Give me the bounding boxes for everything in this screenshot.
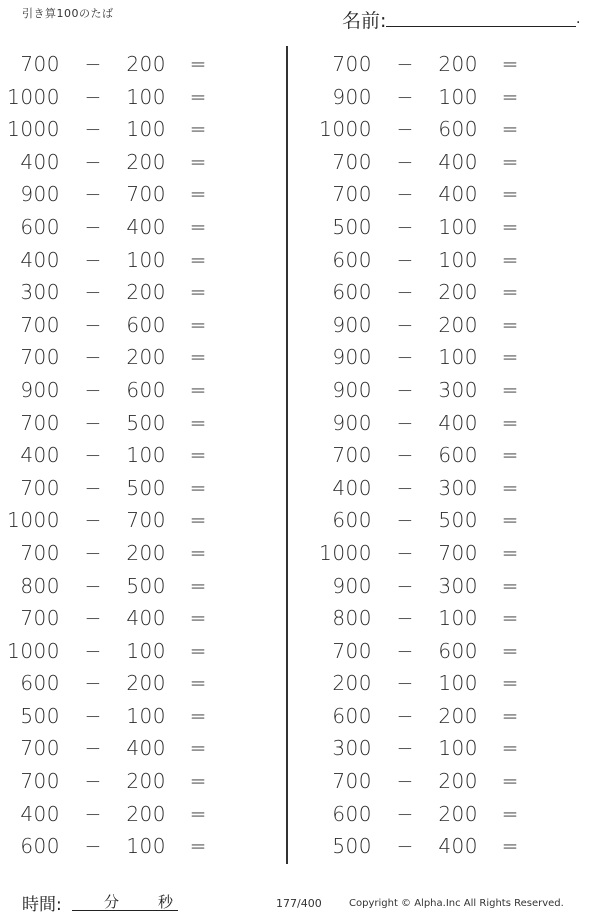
minus-sign: − <box>84 84 102 109</box>
equals-sign: = <box>501 377 519 402</box>
subtrahend: 200 <box>438 769 478 794</box>
minuend: 400 <box>20 801 60 826</box>
equals-sign: = <box>501 801 519 826</box>
subtrahend: 200 <box>438 801 478 826</box>
equals-sign: = <box>189 117 207 142</box>
subtrahend: 200 <box>126 671 166 696</box>
minuend: 700 <box>332 149 372 174</box>
problem-row <box>0 537 270 570</box>
time-label: 時間: <box>22 895 62 915</box>
subtrahend: 700 <box>438 540 478 565</box>
problem-row <box>312 48 582 81</box>
equals-sign: = <box>189 52 207 76</box>
minus-sign: − <box>396 182 414 207</box>
problem-row <box>0 570 270 603</box>
problem-row <box>0 244 270 277</box>
seconds-label: 秒 <box>158 893 174 911</box>
problem-row <box>312 309 582 342</box>
subtrahend: 500 <box>438 508 478 533</box>
minus-sign: − <box>84 671 102 696</box>
minus-sign: − <box>396 703 414 728</box>
minuend: 500 <box>332 834 372 859</box>
minuend: 800 <box>332 606 372 631</box>
subtrahend: 200 <box>438 312 478 337</box>
equals-sign: = <box>189 508 207 533</box>
subtrahend: 600 <box>438 117 478 142</box>
problem-row <box>312 276 582 309</box>
name-blank-line[interactable] <box>386 26 576 27</box>
equals-sign: = <box>189 834 207 859</box>
minuend: 1000 <box>7 508 60 533</box>
minuend: 1000 <box>319 117 372 142</box>
problem-row <box>0 211 270 244</box>
problem-row <box>312 439 582 472</box>
equals-sign: = <box>501 117 519 142</box>
subtrahend: 600 <box>126 312 166 337</box>
subtrahend: 100 <box>126 247 166 272</box>
equals-sign: = <box>501 247 519 272</box>
minuend: 800 <box>20 573 60 598</box>
equals-sign: = <box>189 540 207 565</box>
minus-sign: − <box>84 834 102 859</box>
minuend: 700 <box>20 345 60 370</box>
minuend: 400 <box>20 149 60 174</box>
equals-sign: = <box>189 769 207 794</box>
equals-sign: = <box>189 443 207 468</box>
right-problem-column <box>312 48 582 863</box>
equals-sign: = <box>189 149 207 174</box>
minuend: 700 <box>332 769 372 794</box>
minus-sign: − <box>396 312 414 337</box>
minuend: 900 <box>332 84 372 109</box>
subtrahend: 400 <box>126 214 166 239</box>
equals-sign: = <box>501 182 519 207</box>
equals-sign: = <box>189 410 207 435</box>
minus-sign: − <box>396 540 414 565</box>
minus-sign: − <box>396 573 414 598</box>
minus-sign: − <box>396 769 414 794</box>
copyright-notice: Copyright © Alpha.Inc All Rights Reserved. <box>349 898 564 909</box>
subtrahend: 700 <box>126 508 166 533</box>
minuend: 1000 <box>319 540 372 565</box>
subtrahend: 200 <box>126 540 166 565</box>
subtrahend: 100 <box>126 443 166 468</box>
subtrahend: 300 <box>438 377 478 402</box>
minus-sign: − <box>84 345 102 370</box>
minuend: 900 <box>332 377 372 402</box>
problem-row <box>0 178 270 211</box>
problem-row <box>312 341 582 374</box>
subtrahend: 200 <box>126 149 166 174</box>
problem-row <box>312 765 582 798</box>
minus-sign: − <box>84 638 102 663</box>
equals-sign: = <box>501 540 519 565</box>
worksheet-title: 引き算100のたば <box>22 7 114 20</box>
minus-sign: − <box>396 801 414 826</box>
minus-sign: − <box>396 475 414 500</box>
subtrahend: 500 <box>126 475 166 500</box>
minus-sign: − <box>84 540 102 565</box>
problem-row <box>312 830 582 863</box>
equals-sign: = <box>189 377 207 402</box>
subtrahend: 300 <box>438 475 478 500</box>
subtrahend: 400 <box>438 182 478 207</box>
problem-row <box>0 439 270 472</box>
minuend: 400 <box>20 443 60 468</box>
minus-sign: − <box>396 214 414 239</box>
equals-sign: = <box>189 345 207 370</box>
problem-row <box>312 570 582 603</box>
subtrahend: 200 <box>126 345 166 370</box>
equals-sign: = <box>501 736 519 761</box>
minus-sign: − <box>396 280 414 305</box>
minus-sign: − <box>84 52 102 76</box>
equals-sign: = <box>189 638 207 663</box>
minuend: 600 <box>332 508 372 533</box>
minus-sign: − <box>396 247 414 272</box>
problem-row <box>312 798 582 831</box>
minuend: 900 <box>20 377 60 402</box>
problem-row <box>312 81 582 114</box>
minus-sign: − <box>84 214 102 239</box>
minus-sign: − <box>396 736 414 761</box>
problem-row <box>312 244 582 277</box>
column-divider <box>286 46 288 864</box>
problem-row <box>0 374 270 407</box>
subtrahend: 200 <box>126 280 166 305</box>
subtrahend: 100 <box>126 638 166 663</box>
equals-sign: = <box>189 573 207 598</box>
problem-row <box>0 276 270 309</box>
minutes-label: 分 <box>104 893 120 911</box>
page-number: 177/400 <box>276 897 322 910</box>
subtrahend: 400 <box>438 410 478 435</box>
subtrahend: 100 <box>126 117 166 142</box>
minus-sign: − <box>84 606 102 631</box>
equals-sign: = <box>189 247 207 272</box>
minus-sign: − <box>396 117 414 142</box>
subtrahend: 100 <box>438 214 478 239</box>
minus-sign: − <box>396 508 414 533</box>
minuend: 700 <box>332 52 372 76</box>
name-label: 名前: <box>342 10 387 32</box>
equals-sign: = <box>501 312 519 337</box>
subtrahend: 200 <box>126 769 166 794</box>
equals-sign: = <box>501 606 519 631</box>
equals-sign: = <box>501 834 519 859</box>
problem-row <box>312 178 582 211</box>
problem-row <box>0 504 270 537</box>
subtrahend: 200 <box>438 703 478 728</box>
subtrahend: 400 <box>126 606 166 631</box>
minuend: 700 <box>20 312 60 337</box>
problem-row <box>312 504 582 537</box>
equals-sign: = <box>501 475 519 500</box>
minus-sign: − <box>396 834 414 859</box>
equals-sign: = <box>501 149 519 174</box>
equals-sign: = <box>189 801 207 826</box>
equals-sign: = <box>189 703 207 728</box>
minuend: 400 <box>20 247 60 272</box>
minuend: 700 <box>20 540 60 565</box>
problem-row <box>312 602 582 635</box>
minus-sign: − <box>84 149 102 174</box>
minus-sign: − <box>84 377 102 402</box>
minuend: 900 <box>332 345 372 370</box>
minus-sign: − <box>84 475 102 500</box>
subtrahend: 200 <box>438 280 478 305</box>
minuend: 300 <box>20 280 60 305</box>
minus-sign: − <box>84 443 102 468</box>
subtrahend: 600 <box>438 638 478 663</box>
equals-sign: = <box>501 508 519 533</box>
problem-row <box>0 765 270 798</box>
subtrahend: 100 <box>438 84 478 109</box>
minuend: 900 <box>20 182 60 207</box>
equals-sign: = <box>501 84 519 109</box>
minus-sign: − <box>396 345 414 370</box>
problem-row <box>312 407 582 440</box>
problem-row <box>0 667 270 700</box>
equals-sign: = <box>189 280 207 305</box>
problem-row <box>0 602 270 635</box>
minus-sign: − <box>84 769 102 794</box>
minuend: 600 <box>20 214 60 239</box>
problem-row <box>312 700 582 733</box>
equals-sign: = <box>189 84 207 109</box>
problem-row <box>312 472 582 505</box>
minuend: 700 <box>332 443 372 468</box>
subtrahend: 400 <box>438 149 478 174</box>
minus-sign: − <box>396 671 414 696</box>
minuend: 600 <box>20 834 60 859</box>
subtrahend: 500 <box>126 410 166 435</box>
minus-sign: − <box>84 312 102 337</box>
problem-row <box>0 700 270 733</box>
minus-sign: − <box>396 606 414 631</box>
equals-sign: = <box>189 671 207 696</box>
minuend: 700 <box>20 769 60 794</box>
equals-sign: = <box>501 214 519 239</box>
minuend: 900 <box>332 312 372 337</box>
subtrahend: 100 <box>438 671 478 696</box>
minuend: 400 <box>332 475 372 500</box>
minus-sign: − <box>396 410 414 435</box>
equals-sign: = <box>501 638 519 663</box>
minuend: 700 <box>332 638 372 663</box>
equals-sign: = <box>189 475 207 500</box>
minuend: 600 <box>332 703 372 728</box>
subtrahend: 600 <box>438 443 478 468</box>
minuend: 900 <box>332 573 372 598</box>
equals-sign: = <box>189 312 207 337</box>
problem-row <box>312 146 582 179</box>
minuend: 500 <box>20 703 60 728</box>
minuend: 600 <box>20 671 60 696</box>
minuend: 900 <box>332 410 372 435</box>
minuend: 700 <box>20 410 60 435</box>
subtrahend: 400 <box>438 834 478 859</box>
minuend: 1000 <box>7 638 60 663</box>
minus-sign: − <box>396 149 414 174</box>
problem-row <box>312 374 582 407</box>
subtrahend: 400 <box>126 736 166 761</box>
minuend: 700 <box>20 52 60 76</box>
subtrahend: 100 <box>438 247 478 272</box>
subtrahend: 100 <box>126 834 166 859</box>
minus-sign: − <box>84 247 102 272</box>
minus-sign: − <box>84 508 102 533</box>
subtrahend: 500 <box>126 573 166 598</box>
problem-row <box>312 211 582 244</box>
problem-row <box>0 732 270 765</box>
subtrahend: 100 <box>438 345 478 370</box>
minus-sign: − <box>84 280 102 305</box>
minuend: 700 <box>20 736 60 761</box>
minuend: 700 <box>20 606 60 631</box>
equals-sign: = <box>189 736 207 761</box>
minuend: 600 <box>332 247 372 272</box>
equals-sign: = <box>189 606 207 631</box>
minus-sign: − <box>84 410 102 435</box>
subtrahend: 200 <box>126 801 166 826</box>
problem-row <box>312 113 582 146</box>
problem-row <box>0 81 270 114</box>
minus-sign: − <box>396 638 414 663</box>
minus-sign: − <box>396 52 414 76</box>
equals-sign: = <box>501 410 519 435</box>
problem-row <box>0 635 270 668</box>
equals-sign: = <box>501 703 519 728</box>
equals-sign: = <box>501 769 519 794</box>
problem-row <box>0 830 270 863</box>
minuend: 1000 <box>7 117 60 142</box>
subtrahend: 100 <box>126 703 166 728</box>
problem-row <box>312 732 582 765</box>
equals-sign: = <box>501 573 519 598</box>
minuend: 500 <box>332 214 372 239</box>
equals-sign: = <box>501 52 519 76</box>
problem-row <box>0 309 270 342</box>
subtrahend: 100 <box>438 606 478 631</box>
problem-row <box>0 407 270 440</box>
name-line-dot: . <box>576 11 581 27</box>
subtrahend: 700 <box>126 182 166 207</box>
equals-sign: = <box>501 345 519 370</box>
subtrahend: 600 <box>126 377 166 402</box>
minus-sign: − <box>84 182 102 207</box>
problem-row <box>0 48 270 81</box>
minuend: 700 <box>332 182 372 207</box>
problem-row <box>0 472 270 505</box>
subtrahend: 200 <box>438 52 478 76</box>
problem-row <box>312 667 582 700</box>
problem-row <box>312 537 582 570</box>
minuend: 700 <box>20 475 60 500</box>
minus-sign: − <box>84 573 102 598</box>
equals-sign: = <box>501 443 519 468</box>
equals-sign: = <box>501 280 519 305</box>
subtrahend: 100 <box>126 84 166 109</box>
minus-sign: − <box>84 117 102 142</box>
minus-sign: − <box>396 377 414 402</box>
equals-sign: = <box>189 214 207 239</box>
left-problem-column <box>0 48 270 863</box>
minuend: 200 <box>332 671 372 696</box>
minuend: 300 <box>332 736 372 761</box>
minuend: 600 <box>332 801 372 826</box>
equals-sign: = <box>501 671 519 696</box>
problem-row <box>312 635 582 668</box>
minuend: 600 <box>332 280 372 305</box>
problem-row <box>0 146 270 179</box>
minus-sign: − <box>84 703 102 728</box>
subtrahend: 200 <box>126 52 166 76</box>
equals-sign: = <box>189 182 207 207</box>
problem-row <box>0 798 270 831</box>
problem-row <box>0 113 270 146</box>
minus-sign: − <box>396 84 414 109</box>
minuend: 1000 <box>7 84 60 109</box>
problem-row <box>0 341 270 374</box>
minus-sign: − <box>84 736 102 761</box>
subtrahend: 300 <box>438 573 478 598</box>
minus-sign: − <box>396 443 414 468</box>
minus-sign: − <box>84 801 102 826</box>
subtrahend: 100 <box>438 736 478 761</box>
